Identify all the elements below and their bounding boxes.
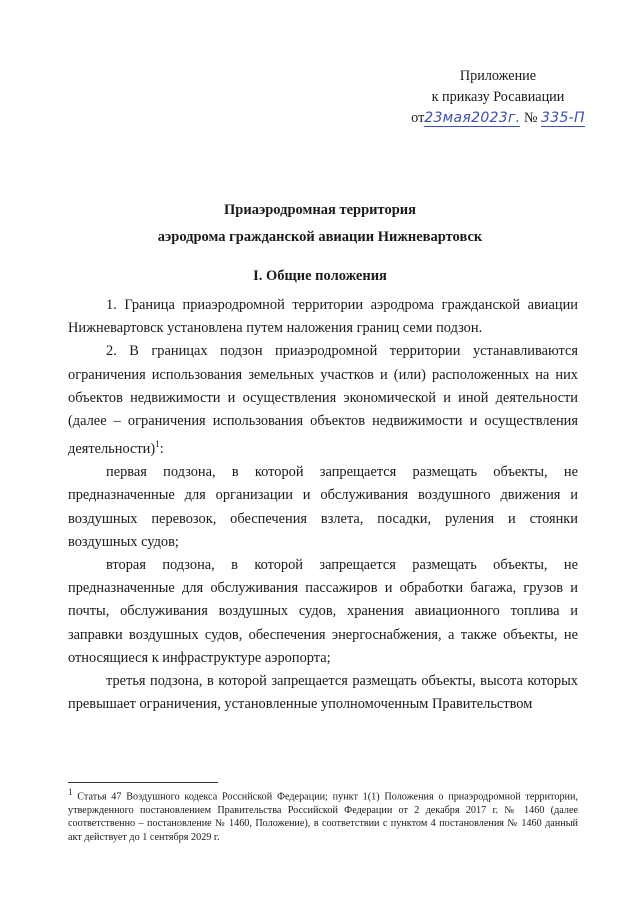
appendix-order-line [398,108,598,129]
body-text [68,294,578,716]
footnote-ref: 1 [155,439,160,450]
from-prefix: от [411,110,425,126]
footnote [68,786,578,844]
appendix-block [398,66,598,129]
paragraph-subzone-1: первая подзона, в которой запрещается размещать объекты, не предназначенные для организации и обслуживания воздушного движения и воздушных перевозок, обеспечения взлета, посадки, руления и стоянки воздушных судов; [68,464,578,550]
paragraph-subzone-2: вторая подзона, в которой запрещается размещать объекты, не предназначенные для обслуживания пассажиров и обработки багажа, грузов и почты, обслуживания воздушных судов, хранения авиационного топлива и заправки воздушных судов, обеспечения энергоснабжения, а также объекты, не относящиеся к инфраструктуре аэропорта; [68,557,578,666]
paragraph-2 [68,340,578,461]
paragraph-2-text: 2. В границах подзон приаэродромной территории устанавливаются ограничения использования земельных участков и (или) расположенных на них объектов недвижимости и осуществления экономической и иной деятельности (далее – ограничения использования объектов недвижимости и осуществления деятельности) [68,343,578,458]
appendix-order-ref: к приказу Росавиации [431,89,565,105]
paragraph-2-end: : [159,441,164,458]
appendix-label: Приложение [459,68,537,84]
handwritten-number: 335-П [541,110,585,126]
section-heading: I. Общие положения [253,268,387,284]
handwritten-date: 23мая2023г. [424,110,521,126]
title-line-2: аэродрома гражданской авиации Нижневартовск [157,229,483,245]
footnote-divider [68,782,218,783]
number-sign: № [523,110,538,126]
footnote-text: Статья 47 Воздушного кодекса Российской Федерации; пункт 1(1) Положения о приаэродромной территории, утвержденного постановлением Правительства Российской Федерации от 2 декабря 2017 г. № 1460 (далее соответственно – постановление № 1460, Положение), в соответствии с пунктом 4 постановления № 1460 данный акт действует до 1 сентября 2029 г. [68,791,578,843]
title-line-1: Приаэродромная территория [224,202,416,218]
paragraph-subzone-3: третья подзона, в которой запрещается размещать объекты, высота которых превышает ограничения, установленные уполномоченным Правительством [68,673,578,713]
paragraph-1: 1. Граница приаэродромной территории аэродрома гражданской авиации Нижневартовск установлена путем наложения границ семи подзон. [68,297,578,337]
footnote-mark: 1 [68,787,73,797]
